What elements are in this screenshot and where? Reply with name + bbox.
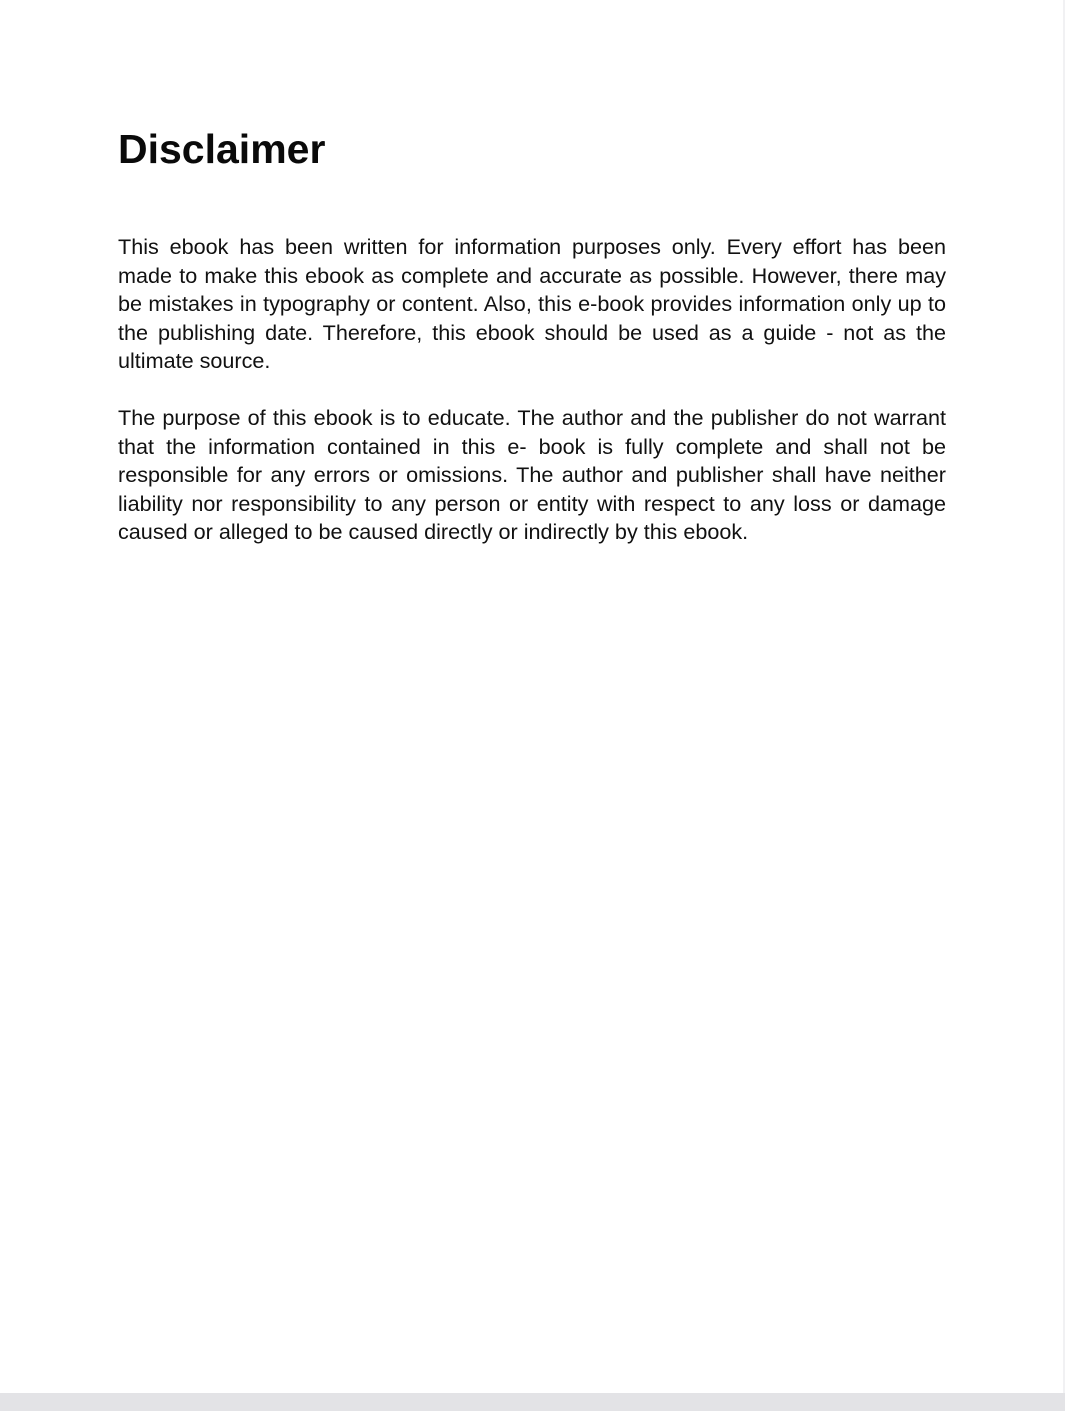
page-bottom-band	[0, 1393, 1065, 1411]
disclaimer-paragraph-2: The purpose of this ebook is to educate. The author and the publisher do not warrant that the information contained in this e- book is fully complete and shall not be responsible for any errors or omissions. The author and publisher shall have neither liability nor responsibility to any person or entity with respect to any loss or damage caused or alleged to be caused directly or indirectly by this ebook.	[118, 405, 946, 545]
page-title: Disclaimer	[118, 126, 326, 172]
disclaimer-paragraph-1: This ebook has been written for information purposes only. Every effort has been made to make this ebook as complete and accurate as possible. However, there may be mistakes in typography or content. Also, this e-book provides information only up to the publishing date. Therefore, this ebook should be used as a guide - not as the ultimate source.	[118, 234, 946, 374]
